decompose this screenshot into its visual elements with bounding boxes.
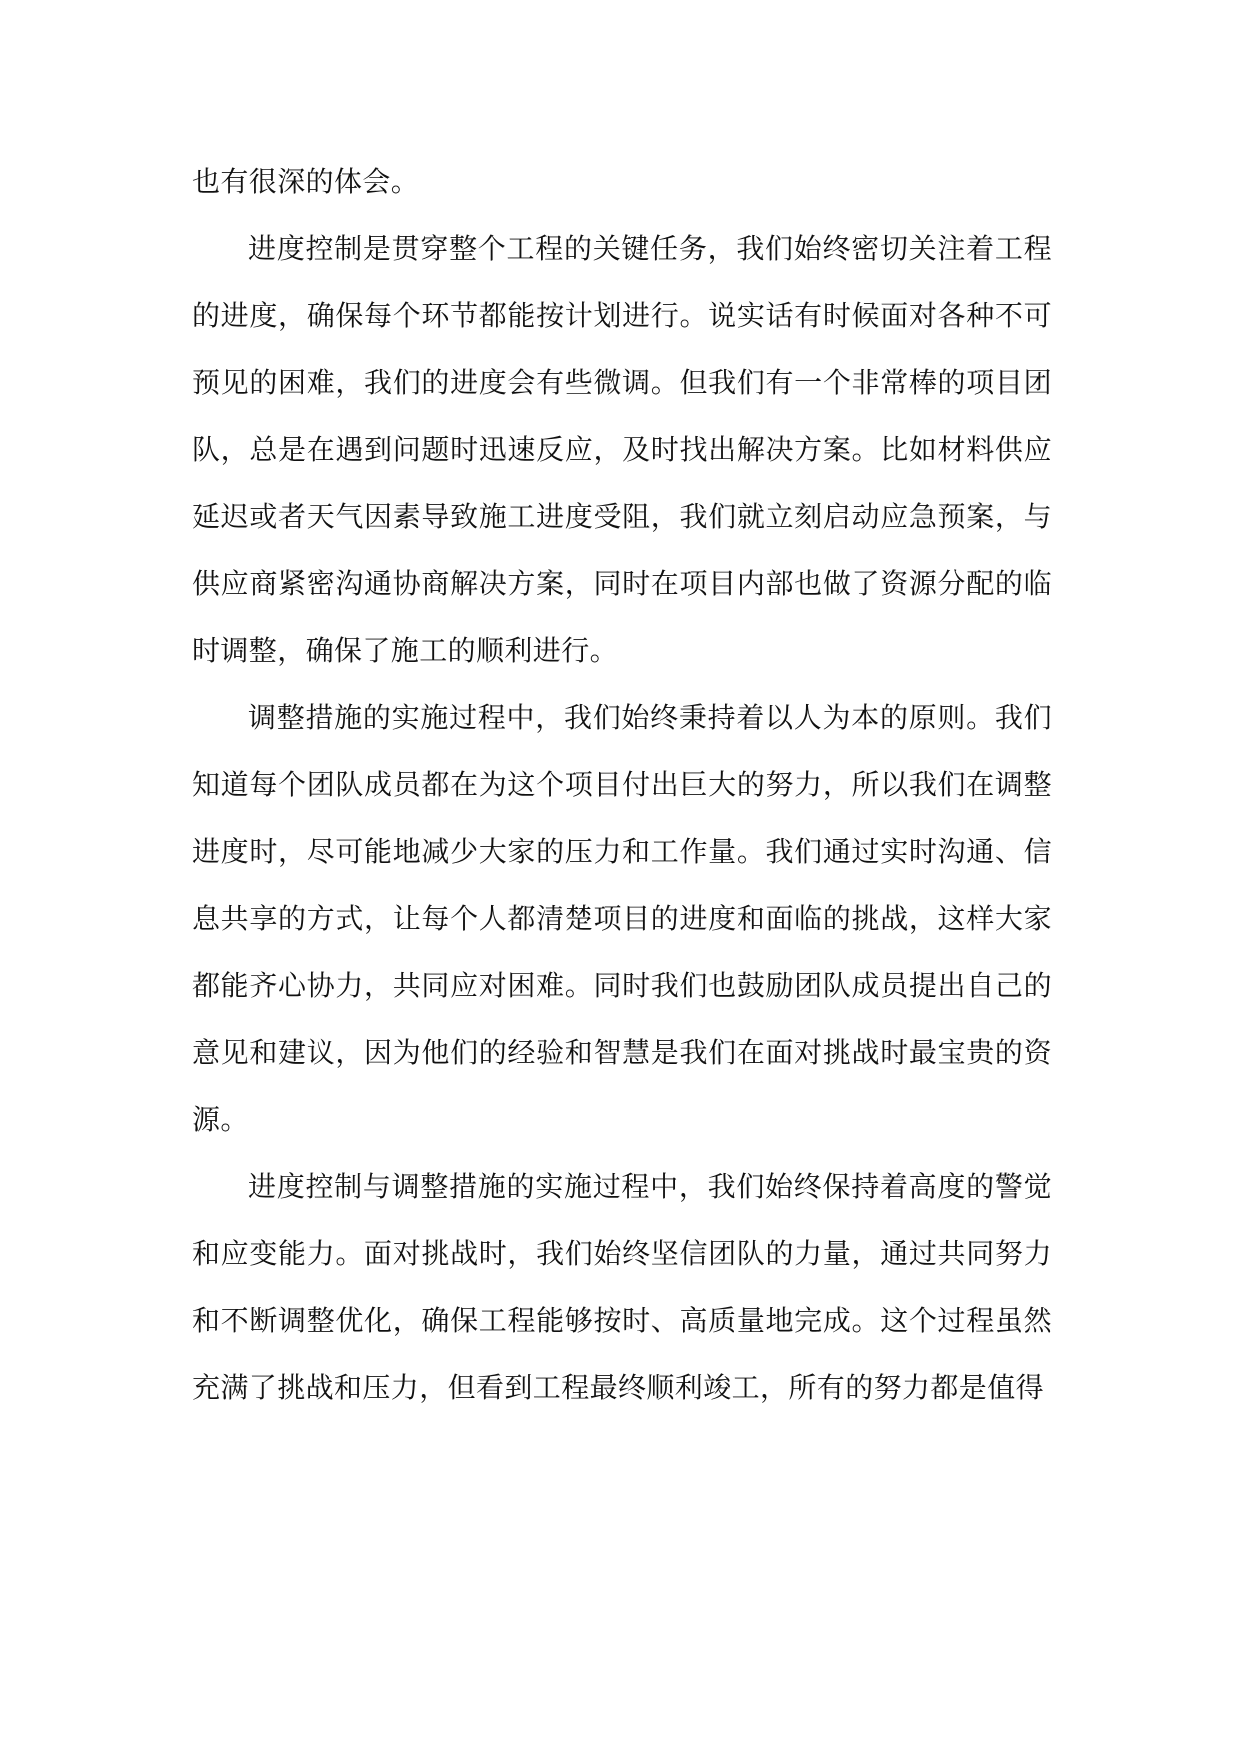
paragraph-3: 调整措施的实施过程中，我们始终秉持着以人为本的原则。我们知道每个团队成员都在为这个项目付出巨大的努力，所以我们在调整进度时，尽可能地减少大家的压力和工作量。我们通过实时沟通、信息共享的方式，让每个人都清楚项目的进度和面临的挑战，这样大家都能齐心协力，共同应对困难。同时我们也鼓励团队成员提出自己的意见和建议，因为他们的经验和智慧是我们在面对挑战时最宝贵的资源。 [192, 701, 1052, 1136]
body-text [192, 148, 1052, 1421]
paragraph-4: 进度控制与调整措施的实施过程中，我们始终保持着高度的警觉和应变能力。面对挑战时，我们始终坚信团队的力量，通过共同努力和不断调整优化，确保工程能够按时、高质量地完成。这个过程虽然充满了挑战和压力，但看到工程最终顺利竣工，所有的努力都是值得 [192, 1170, 1052, 1404]
paragraph-2: 进度控制是贯穿整个工程的关键任务，我们始终密切关注着工程的进度，确保每个环节都能按计划进行。说实话有时候面对各种不可预见的困难，我们的进度会有些微调。但我们有一个非常棒的项目团队，总是在遇到问题时迅速反应，及时找出解决方案。比如材料供应延迟或者天气因素导致施工进度受阻，我们就立刻启动应急预案，与供应商紧密沟通协商解决方案，同时在项目内部也做了资源分配的临时调整，确保了施工的顺利进行。 [192, 232, 1052, 667]
paragraph-1: 也有很深的体会。 [192, 165, 420, 198]
